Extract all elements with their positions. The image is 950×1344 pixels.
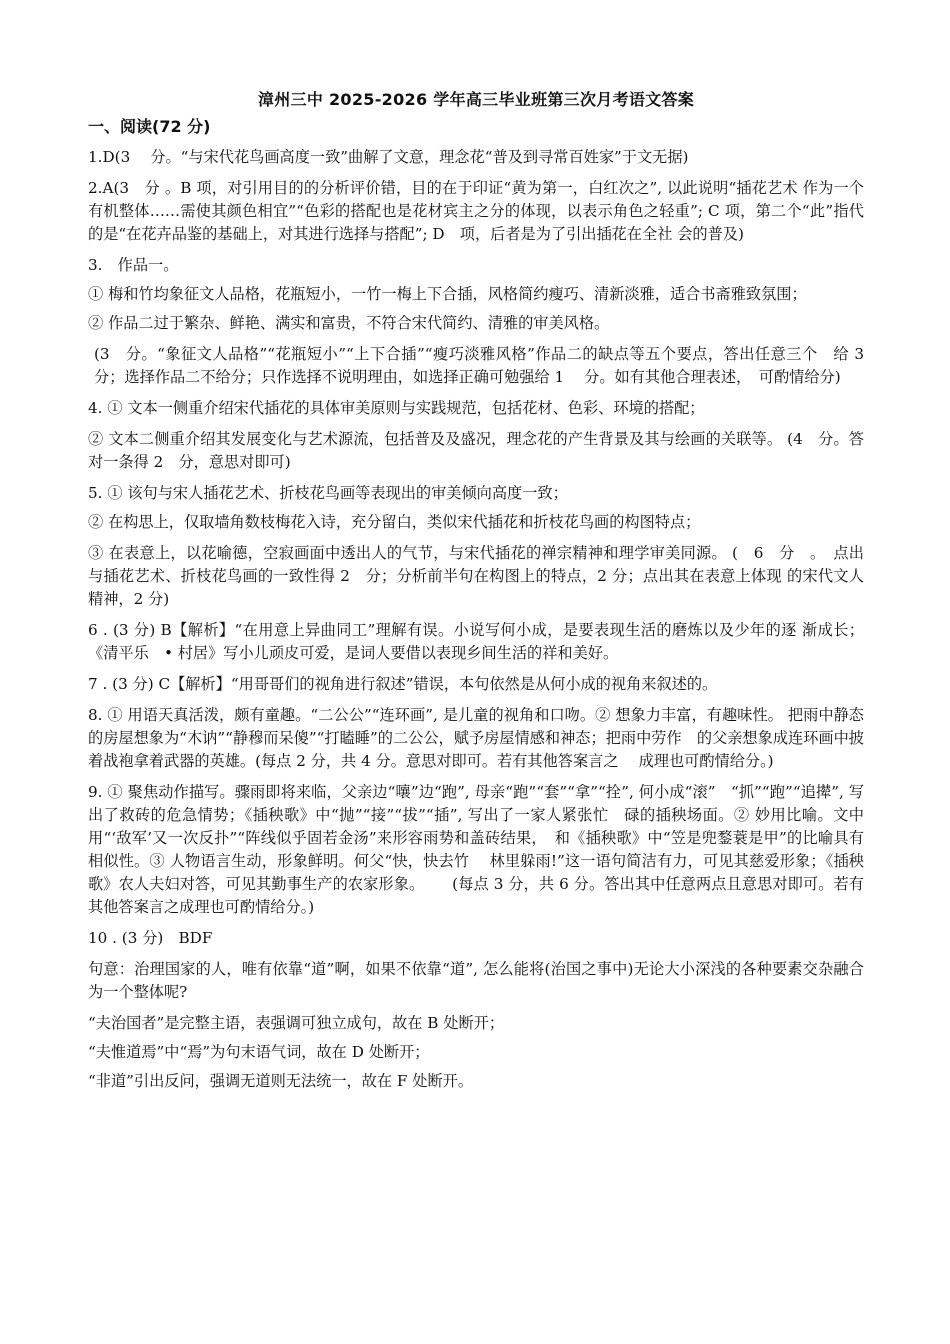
answer-5-point-2: ② 在构思上，仅取墙角数枝梅花入诗，充分留白，类似宋代插花和折枝花鸟画的构图特点； [88, 513, 701, 531]
answer-1: 1.D(3 分。“与宋代花鸟画高度一致”曲解了文意，理念花“普及到寻常百姓家”于文无据) [88, 148, 689, 166]
answer-3-heading: 3. 作品一。 [88, 256, 179, 274]
answer-3-point-2: ② 作品二过于繁杂、鲜艳、满实和富贵，不符合宋代简约、清雅的审美风格。 [88, 314, 610, 332]
answer-10-break-b: “夫治国者”是完整主语，表强调可独立成句，故在 B 处断开； [88, 1014, 505, 1032]
answer-10: 10 . (3 分) BDF [88, 929, 213, 947]
answer-10-sentence-meaning: 句意：治理国家的人，唯有依靠“道”啊，如果不依靠“道”, 怎么能将(治国之事中)无论大小深浅的各种要素交杂融合为一个整体呢? [88, 960, 864, 1001]
document-title: 漳州三中 2025-2026 学年高三毕业班第三次月考语文答案 [257, 90, 695, 109]
answer-8: 8. ① 用语天真活泼，颇有童趣。“二公公”“连环画”, 是儿童的视角和口吻。② 想象力丰富，有趣味性。 把雨中静态的房屋想象为“木讷”“静穆而呆傻”“打瞌睡”的二公公，赋予房屋情感和神态；把雨中劳作 的父亲想象成连环画中披着战袍拿着武器的英雄。(每点 2 分，共 4 分。意思对即可。若有其他答案言之 成理也可酌情给分。) [88, 706, 864, 770]
answer-4-point-2: ② 文本二侧重介绍其发展变化与艺术源流，包括普及及盛况，理念花的产生背景及其与绘画的关联等。 (4 分。答对一条得 2 分，意思对即可) [88, 430, 864, 471]
answer-3-scoring: (3 分。“象征文人品格”“花瓶短小”“上下合插”“瘦巧淡雅风格”作品二的缺点等五个要点，答出任意三个 给 3 分；选择作品二不给分；只作选择不说明理由，如选择正确可勉强给 1 分。如有其他合理表述， 可酌情给分) [94, 345, 880, 386]
answer-5-point-3: ③ 在表意上，以花喻德，空寂画面中透出人的气节，与宋代插花的禅宗精神和理学审美同源。 ( 6 分 。 点出 与插花艺术、折枝花鸟画的一致性得 2 分；分析前半句在构图上的特点，2 分；点出其在表意上体现 的宋代文人精神，2 分) [88, 544, 864, 608]
answer-4-point-1: 4. ① 文本一侧重介绍宋代插花的具体审美原则与实践规范，包括花材、色彩、环境的搭配； [88, 399, 705, 417]
answer-2: 2.A(3 分 。B 项，对引用目的的分析评价错，目的在于印证“黄为第一，白红次之”, 以此说明“插花艺术 作为一个有机整体……需使其颜色相宜”“色彩的搭配也是花材宾主之分的体现，以表示角色之轻重”; C 项，第二个“此”指代的是“在花卉品鉴的基础上，对其进行选择与搭配”; D 项，后者是为了引出插花在全社 会的普及) [88, 179, 864, 243]
answer-9: 9. ① 聚焦动作描写。骤雨即将来临，父亲边“嚷”边“跑”, 母亲“跑”“套”“拿”“拴”, 何小成“滚” “抓”“跑”“追撵”, 写出了救砖的危急情势；《插秧歌》中“抛”“接”“拔”“插”, 写出了一家人紧张忙 碌的插秧场面。② 妙用比喻。文中用“‘敌军’又一次反扑”“阵线似乎固若金汤”来形容雨势和盖砖结果， 和《插秧歌》中“笠是兜鍪蓑是甲”的比喻具有相似性。③ 人物语言生动，形象鲜明。何父“快，快去竹 林里躲雨!”这一语句简洁有力，可见其慈爱形象；《插秧歌》农人夫妇对答，可见其勤事生产的农家形象。 (每点 3 分，共 6 分。答出其中任意两点且意思对即可。若有其他答案言之成理也可酌情给分。) [88, 783, 864, 916]
answer-5-point-1: 5. ① 该句与宋人插花艺术、折枝花鸟画等表现出的审美倾向高度一致； [88, 484, 568, 502]
answer-10-break-d: “夫惟道焉”中“焉”为句末语气词，故在 D 处断开； [88, 1043, 430, 1061]
answer-3-point-1: ① 梅和竹均象征文人品格，花瓶短小，一竹一梅上下合插，风格简约瘦巧、清新淡雅，适合书斋雅致氛围； [88, 285, 807, 303]
answer-6: 6 . (3 分) B【解析】“在用意上异曲同工”理解有误。小说写何小成，是要表现生活的磨炼以及少年的逐 渐成长；《清平乐 • 村居》写小儿顽皮可爱，是词人要借以表现乡间生活的祥和美好。 [88, 621, 864, 662]
section-heading-reading: 一、阅读(72 分) [88, 117, 211, 136]
answer-10-break-f: “非道”引出反问，强调无道则无法统一，故在 F 处断开。 [88, 1072, 474, 1090]
answer-7: 7 . (3 分) C【解析】“用哥哥们的视角进行叙述”错误，本句依然是从何小成的视角来叙述的。 [88, 675, 718, 693]
